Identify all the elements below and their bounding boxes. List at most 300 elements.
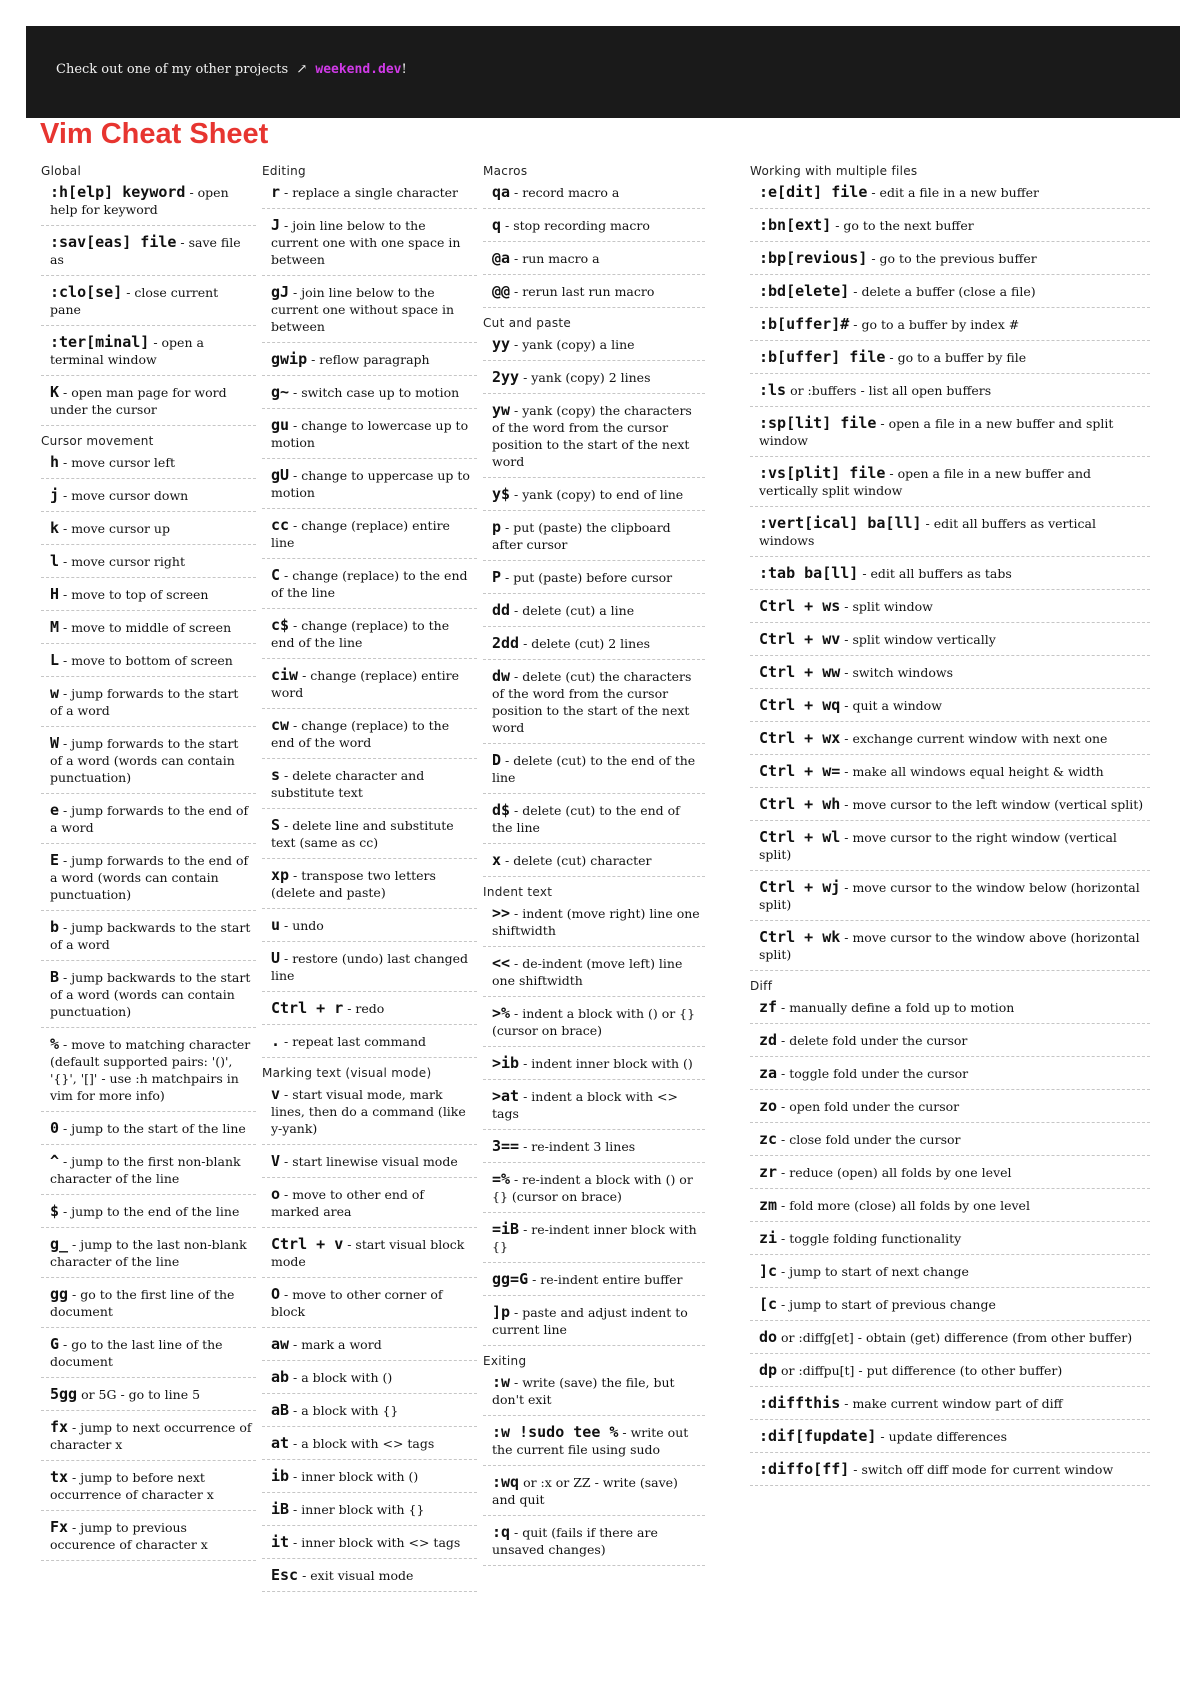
cheat-entry <box>41 1203 256 1228</box>
command-description: - move to top of screen <box>59 587 209 602</box>
command-description: - move to other end of marked area <box>271 1187 425 1219</box>
command-keys: w <box>50 684 60 702</box>
cheat-entry <box>483 1138 705 1163</box>
command-keys: E <box>50 851 60 869</box>
command-keys: g~ <box>271 383 290 401</box>
cheat-entry <box>750 829 1150 871</box>
command-description: - move cursor to the window below (horizontal split) <box>759 880 1140 912</box>
cheat-entry <box>750 999 1150 1024</box>
command-description: - jump forwards to the end of a word (words can contain punctuation) <box>50 853 249 902</box>
cheat-entry <box>750 1263 1150 1288</box>
command-description: - indent (move right) line one shiftwidth <box>492 906 700 938</box>
command-keys: gg <box>50 1285 69 1303</box>
cheat-entry <box>483 217 705 242</box>
command-description: - jump forwards to the start of a word (words can contain punctuation) <box>50 736 239 785</box>
command-description: - make all windows equal height & width <box>840 764 1104 779</box>
command-keys: U <box>271 949 281 967</box>
command-keys: :w <box>492 1373 511 1391</box>
command-keys: gJ <box>271 283 290 301</box>
command-description: or :diffg[et] - obtain (get) difference (from other buffer) <box>777 1330 1133 1345</box>
weekend-dev-link[interactable]: weekend.dev <box>315 62 402 77</box>
cheat-entry <box>41 1153 256 1195</box>
command-description: - go to the last line of the document <box>50 1337 223 1369</box>
command-description: - edit a file in a new buffer <box>867 185 1039 200</box>
cheat-entry <box>750 1362 1150 1387</box>
command-keys: tx <box>50 1468 69 1486</box>
command-keys: aB <box>271 1401 290 1419</box>
command-keys: :sav[eas] file <box>50 233 177 251</box>
command-keys: :diffo[ff] <box>759 1460 850 1478</box>
cheat-entry <box>750 465 1150 507</box>
cheat-entry <box>41 852 256 911</box>
cheat-entry <box>750 1230 1150 1255</box>
command-keys: Ctrl + wl <box>759 828 841 846</box>
command-description: - delete line and substitute text (same as cc) <box>271 818 454 850</box>
command-keys: 2yy <box>492 368 520 386</box>
command-keys: ]c <box>759 1262 778 1280</box>
command-keys: cc <box>271 516 290 534</box>
cheat-entry <box>750 515 1150 557</box>
command-keys: c$ <box>271 616 290 634</box>
command-description: - move cursor up <box>59 521 170 536</box>
cheat-entry <box>41 802 256 844</box>
section-title: Indent text <box>483 885 553 899</box>
command-keys: J <box>271 216 281 234</box>
command-description: - exit visual mode <box>298 1568 414 1583</box>
command-description: - open a file in a new buffer and split window <box>759 416 1114 448</box>
command-description: - delete (cut) a line <box>510 603 635 618</box>
command-keys: ciw <box>271 666 299 684</box>
command-keys: o <box>271 1185 281 1203</box>
command-keys: >at <box>492 1087 520 1105</box>
command-description: - switch windows <box>840 665 954 680</box>
column-3 <box>483 164 705 1574</box>
command-keys: Ctrl + wk <box>759 928 841 946</box>
cheat-entry <box>750 598 1150 623</box>
cheat-entry <box>262 184 477 209</box>
cheat-entry <box>262 917 477 942</box>
command-description: - delete (cut) to the end of the line <box>492 753 696 785</box>
cheat-entry <box>41 652 256 677</box>
command-description: - open a terminal window <box>50 335 204 367</box>
command-description: - split window <box>840 599 933 614</box>
command-description: - mark a word <box>289 1337 382 1352</box>
command-description: - toggle fold under the cursor <box>777 1066 969 1081</box>
cheat-entry <box>750 730 1150 755</box>
cheat-entry <box>41 487 256 512</box>
command-keys: gg=G <box>492 1270 529 1288</box>
cheat-entry <box>483 184 705 209</box>
command-description: - open man page for word under the cursor <box>50 385 227 417</box>
command-description: - change (replace) to the end of the line <box>271 568 468 600</box>
command-keys: :e[dit] file <box>759 183 868 201</box>
command-description: - jump to previous occurence of character x <box>50 1520 208 1552</box>
section-title: Editing <box>262 164 306 178</box>
command-description: - jump backwards to the start of a word (words can contain punctuation) <box>50 970 251 1019</box>
cheat-entry <box>750 1098 1150 1123</box>
cheat-entry <box>41 1120 256 1145</box>
cheat-entry <box>750 349 1150 374</box>
cheat-entry <box>483 802 705 844</box>
command-description: - switch case up to motion <box>289 385 460 400</box>
command-keys: >> <box>492 904 511 922</box>
cheat-entry <box>483 1424 705 1466</box>
cheat-entry <box>262 867 477 909</box>
command-keys: g_ <box>50 1235 69 1253</box>
page-title: Vim Cheat Sheet <box>40 118 269 150</box>
command-description: - toggle folding functionality <box>777 1231 962 1246</box>
cheat-entry <box>41 1419 256 1461</box>
cheat-entry <box>262 1153 477 1178</box>
command-description: - indent a block with () or {} (cursor on brace) <box>492 1006 696 1038</box>
command-description: - yank (copy) to end of line <box>510 487 684 502</box>
command-description: or :diffpu[t] - put difference (to other buffer) <box>777 1363 1063 1378</box>
section-title: Marking text (visual mode) <box>262 1066 432 1080</box>
command-description: - reflow paragraph <box>307 352 430 367</box>
cheat-entry <box>750 316 1150 341</box>
command-keys: Ctrl + v <box>271 1235 344 1253</box>
command-keys: s <box>271 766 281 784</box>
cheat-entry <box>41 1519 256 1561</box>
command-keys: iB <box>271 1500 290 1518</box>
cheat-entry <box>750 382 1150 407</box>
column-1 <box>41 164 256 1569</box>
command-keys: yy <box>492 335 511 353</box>
cheat-entry <box>41 1036 256 1112</box>
command-keys: at <box>271 1434 290 1452</box>
command-description: - move cursor to the window above (horizontal split) <box>759 930 1140 962</box>
command-description: - move to middle of screen <box>59 620 232 635</box>
cheat-entry <box>483 336 705 361</box>
command-keys: . <box>271 1032 281 1050</box>
command-description: - quit (fails if there are unsaved changes) <box>492 1525 658 1557</box>
cheat-entry <box>750 929 1150 971</box>
command-description: - switch off diff mode for current window <box>849 1462 1114 1477</box>
command-keys: Ctrl + wq <box>759 696 841 714</box>
command-keys: dw <box>492 667 511 685</box>
command-keys: V <box>271 1152 281 1170</box>
command-keys: d$ <box>492 801 511 819</box>
cheat-entry <box>483 752 705 794</box>
command-description: - stop recording macro <box>501 218 650 233</box>
cheat-entry <box>750 217 1150 242</box>
command-description: - start visual block mode <box>271 1237 465 1269</box>
command-description: - indent inner block with () <box>519 1056 693 1071</box>
command-keys: gU <box>271 466 290 484</box>
command-keys: gu <box>271 416 290 434</box>
command-keys: h <box>50 453 60 471</box>
command-description: - a block with () <box>289 1370 393 1385</box>
command-description: - undo <box>280 918 324 933</box>
command-description: - move to bottom of screen <box>59 653 233 668</box>
command-description: - start linewise visual mode <box>280 1154 458 1169</box>
cheat-entry <box>262 1435 477 1460</box>
cheat-entry <box>750 1329 1150 1354</box>
cheat-entry <box>750 1032 1150 1057</box>
cheat-entry <box>262 1468 477 1493</box>
command-keys: :tab ba[ll] <box>759 564 859 582</box>
cheat-entry <box>483 1221 705 1263</box>
command-keys: gwip <box>271 350 308 368</box>
cheat-entry <box>750 283 1150 308</box>
command-keys: :w !sudo tee % <box>492 1423 619 1441</box>
command-keys: P <box>492 568 502 586</box>
command-description: - start visual mode, mark lines, then do a command (like y-yank) <box>271 1087 466 1136</box>
command-keys: H <box>50 585 60 603</box>
command-description: - paste and adjust indent to current line <box>492 1305 688 1337</box>
command-keys: :clo[se] <box>50 283 123 301</box>
command-keys: za <box>759 1064 778 1082</box>
cheat-entry <box>262 1236 477 1278</box>
command-keys: 0 <box>50 1119 60 1137</box>
command-keys: :bp[revious] <box>759 249 868 267</box>
command-keys: l <box>50 552 60 570</box>
promo-message: Check out one of my other projects <box>56 62 289 77</box>
cheat-entry <box>262 217 477 276</box>
command-description: - move cursor left <box>59 455 175 470</box>
command-keys: cw <box>271 716 290 734</box>
command-description: - delete (cut) character <box>501 853 652 868</box>
cheat-entry <box>483 1271 705 1296</box>
command-description: - yank (copy) the characters of the word from the cursor position to the start of the next word <box>492 403 692 469</box>
command-keys: zc <box>759 1130 778 1148</box>
cheat-entry <box>41 384 256 426</box>
cheat-entry <box>750 1428 1150 1453</box>
command-description: - change (replace) to the end of the line <box>271 618 450 650</box>
command-description: - delete fold under the cursor <box>777 1033 968 1048</box>
command-keys: :b[uffer]# <box>759 315 850 333</box>
command-keys: j <box>50 486 60 504</box>
command-description: - delete (cut) to the end of the line <box>492 803 680 835</box>
command-keys: zm <box>759 1196 778 1214</box>
command-keys: :ls <box>759 381 787 399</box>
command-keys: :wq <box>492 1473 520 1491</box>
cheat-entry <box>41 1469 256 1511</box>
cheat-entry <box>41 553 256 578</box>
cheat-entry <box>483 668 705 744</box>
command-description: - close current pane <box>50 285 219 317</box>
cheat-entry <box>262 767 477 809</box>
command-keys: =iB <box>492 1220 520 1238</box>
cheat-entry <box>41 454 256 479</box>
command-description: - delete a buffer (close a file) <box>849 284 1036 299</box>
command-keys: ]p <box>492 1303 511 1321</box>
command-keys: k <box>50 519 60 537</box>
command-keys: xp <box>271 866 290 884</box>
command-description: - inner block with {} <box>289 1502 425 1517</box>
section-title: Diff <box>750 979 773 993</box>
command-keys: Ctrl + wx <box>759 729 841 747</box>
command-keys: aw <box>271 1335 290 1353</box>
cheat-entry <box>262 517 477 559</box>
cheat-entry <box>483 1374 705 1416</box>
command-description: - go to the next buffer <box>831 218 974 233</box>
cheat-entry <box>750 1164 1150 1189</box>
section-title: Macros <box>483 164 528 178</box>
command-description: - delete (cut) the characters of the word from the cursor position to the start of the next word <box>492 669 692 735</box>
cheat-entry <box>262 351 477 376</box>
cheat-entry <box>750 1395 1150 1420</box>
command-keys: D <box>492 751 502 769</box>
command-description: - change to uppercase up to motion <box>271 468 470 500</box>
cheat-entry <box>262 1369 477 1394</box>
cheat-entry <box>41 284 256 326</box>
command-keys: O <box>271 1285 281 1303</box>
command-description: - move to other corner of block <box>271 1287 443 1319</box>
command-keys: >ib <box>492 1054 520 1072</box>
command-description: - change (replace) to the end of the word <box>271 718 450 750</box>
command-keys: :vert[ical] ba[ll] <box>759 514 922 532</box>
cheat-entry <box>262 717 477 759</box>
cheat-entry <box>262 284 477 343</box>
command-description: - put (paste) the clipboard after cursor <box>492 520 671 552</box>
command-description: - de-indent (move left) line one shiftwidth <box>492 956 683 988</box>
cheat-entry <box>483 250 705 275</box>
command-keys: M <box>50 618 60 636</box>
command-keys: % <box>50 1035 60 1053</box>
command-description: - change (replace) entire line <box>271 518 450 550</box>
command-keys: :b[uffer] file <box>759 348 886 366</box>
command-description: - move cursor right <box>59 554 185 569</box>
command-keys: y$ <box>492 485 511 503</box>
command-description: - jump to the first non-blank character of the line <box>50 1154 241 1186</box>
cheat-entry <box>262 467 477 509</box>
cheat-entry <box>41 1336 256 1378</box>
cheat-entry <box>41 1286 256 1328</box>
column-4 <box>750 164 1150 1494</box>
cheat-entry <box>262 1086 477 1145</box>
cheat-entry <box>41 619 256 644</box>
cheat-entry <box>483 486 705 511</box>
command-description: - quit a window <box>840 698 942 713</box>
command-keys: C <box>271 566 281 584</box>
command-description: - inner block with () <box>289 1469 419 1484</box>
cheat-entry <box>750 250 1150 275</box>
command-description: - fold more (close) all folds by one level <box>777 1198 1030 1213</box>
promo-banner <box>26 26 1180 118</box>
cheat-entry <box>483 1005 705 1047</box>
command-keys: dp <box>759 1361 778 1379</box>
command-keys: [c <box>759 1295 778 1313</box>
command-description: - edit all buffers as tabs <box>858 566 1012 581</box>
command-description: - rerun last run macro <box>510 284 655 299</box>
cheat-entry <box>41 334 256 376</box>
cheat-entry <box>483 635 705 660</box>
command-description: - re-indent a block with () or {} (cursor on brace) <box>492 1172 693 1204</box>
command-keys: ib <box>271 1467 290 1485</box>
command-description: - join line below to the current one without space in between <box>271 285 455 334</box>
command-keys: @@ <box>492 282 511 300</box>
command-keys: Ctrl + wj <box>759 878 841 896</box>
command-description: - reduce (open) all folds by one level <box>777 1165 1012 1180</box>
command-description: - change to lowercase up to motion <box>271 418 469 450</box>
cheat-entry <box>750 1296 1150 1321</box>
command-keys: S <box>271 816 281 834</box>
command-keys: Esc <box>271 1566 299 1584</box>
command-description: - move cursor down <box>59 488 189 503</box>
cheat-entry <box>262 1402 477 1427</box>
cheat-entry <box>483 1304 705 1346</box>
command-description: - re-indent inner block with {} <box>492 1222 697 1254</box>
cheat-entry <box>750 763 1150 788</box>
cheat-entry <box>41 520 256 545</box>
cheat-entry <box>41 1236 256 1278</box>
cheat-entry <box>750 1197 1150 1222</box>
command-description: - write out the current file using sudo <box>492 1425 689 1457</box>
cheat-entry <box>262 1186 477 1228</box>
command-description: - write (save) the file, but don't exit <box>492 1375 675 1407</box>
command-description: - open fold under the cursor <box>777 1099 960 1114</box>
cheat-entry <box>483 1474 705 1516</box>
command-keys: r <box>271 183 281 201</box>
command-keys: Ctrl + ws <box>759 597 841 615</box>
command-keys: Ctrl + ww <box>759 663 841 681</box>
command-keys: dd <box>492 601 511 619</box>
cheat-entry <box>262 1567 477 1592</box>
cheat-entry <box>262 1033 477 1058</box>
cheat-entry <box>262 1336 477 1361</box>
cheat-entry <box>262 817 477 859</box>
command-keys: G <box>50 1335 60 1353</box>
command-keys: qa <box>492 183 511 201</box>
command-description: - go to a buffer by file <box>885 350 1027 365</box>
command-keys: 3== <box>492 1137 520 1155</box>
command-description: - go to the first line of the document <box>50 1287 235 1319</box>
section-title: Cursor movement <box>41 434 154 448</box>
cheat-entry <box>483 905 705 947</box>
cheat-entry <box>483 519 705 561</box>
command-keys: p <box>492 518 502 536</box>
command-description: - go to a buffer by index # <box>849 317 1020 332</box>
command-description: - replace a single character <box>280 185 458 200</box>
command-description: - move cursor to the right window (vertical split) <box>759 830 1117 862</box>
cheat-entry <box>41 586 256 611</box>
command-description: - put (paste) before cursor <box>501 570 673 585</box>
command-keys: :h[elp] keyword <box>50 183 186 201</box>
command-keys: fx <box>50 1418 69 1436</box>
command-description: or :buffers - list all open buffers <box>786 383 992 398</box>
command-keys: 2dd <box>492 634 520 652</box>
command-keys: v <box>271 1085 281 1103</box>
section-title: Exiting <box>483 1354 527 1368</box>
cheat-entry <box>750 631 1150 656</box>
command-description: - a block with <> tags <box>289 1436 435 1451</box>
command-description: or :x or ZZ - write (save) and quit <box>492 1475 678 1507</box>
command-keys: Ctrl + r <box>271 999 344 1017</box>
cheat-entry <box>483 1055 705 1080</box>
command-keys: e <box>50 801 60 819</box>
command-description: - open a file in a new buffer and vertically split window <box>759 466 1092 498</box>
cheat-entry <box>750 697 1150 722</box>
command-keys: u <box>271 916 281 934</box>
cheat-entry <box>483 602 705 627</box>
command-description: - jump to start of previous change <box>777 1297 996 1312</box>
command-description: - delete character and substitute text <box>271 768 425 800</box>
command-description: - split window vertically <box>840 632 996 647</box>
command-keys: ^ <box>50 1152 60 1170</box>
command-keys: :bd[elete] <box>759 282 850 300</box>
command-keys: zo <box>759 1097 778 1115</box>
command-description: - indent a block with <> tags <box>492 1089 678 1121</box>
command-description: - jump backwards to the start of a word <box>50 920 251 952</box>
cheat-entry <box>41 234 256 276</box>
cheat-entry <box>750 1065 1150 1090</box>
command-description: - jump forwards to the start of a word <box>50 686 239 718</box>
command-description: - exchange current window with next one <box>840 731 1108 746</box>
cheat-entry <box>262 617 477 659</box>
cheat-entry <box>750 664 1150 689</box>
cheat-entry <box>750 565 1150 590</box>
